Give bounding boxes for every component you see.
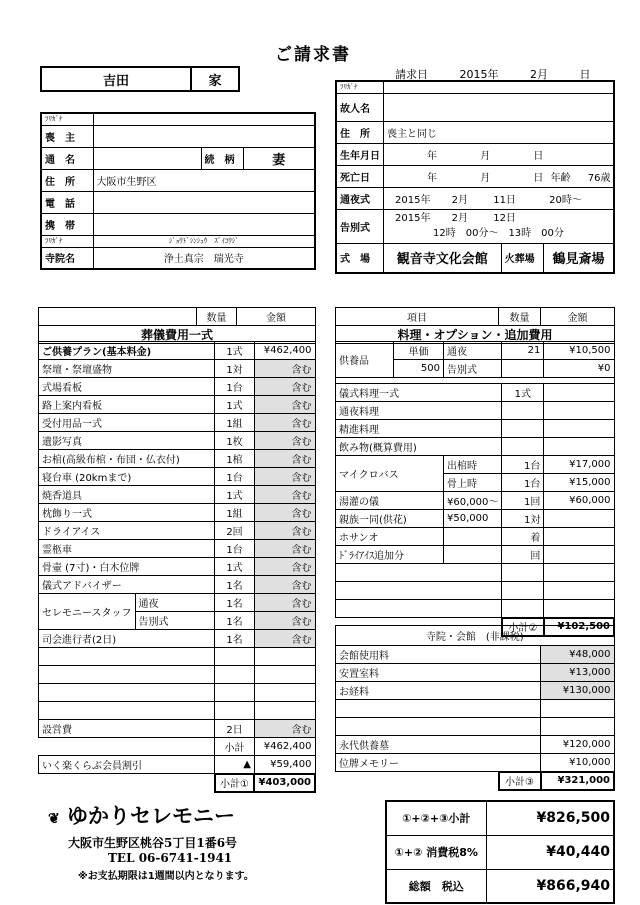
staff-amount: 含む bbox=[254, 612, 315, 630]
age-value: 76歳 bbox=[587, 172, 611, 184]
temple-amount: ¥48,000 bbox=[541, 646, 615, 664]
table-row bbox=[336, 626, 615, 646]
item-amount: 含む bbox=[254, 414, 315, 432]
table-row bbox=[336, 384, 615, 402]
table-row bbox=[39, 378, 316, 396]
item-qty: 1枚 bbox=[215, 432, 255, 450]
table-row bbox=[336, 736, 615, 754]
page-title: ご請求書 bbox=[275, 45, 351, 65]
temple-amount bbox=[541, 700, 615, 718]
furigana-label: ﾌﾘｶﾞﾅ bbox=[41, 113, 93, 125]
item-amount bbox=[544, 438, 614, 456]
item-name: 受付用品一式 bbox=[39, 414, 215, 432]
table-row bbox=[336, 600, 615, 618]
invoice-date-label: 請求日 bbox=[395, 68, 428, 81]
table-row bbox=[39, 468, 316, 486]
section-funeral: 葬儀費用一式 bbox=[39, 326, 316, 344]
item-qty: 1組 bbox=[215, 504, 255, 522]
item-amount: 含む bbox=[254, 450, 315, 468]
table-row bbox=[39, 558, 316, 576]
item-qty: 1式 bbox=[215, 558, 255, 576]
options-cost-table bbox=[335, 307, 615, 344]
item-amount bbox=[544, 384, 614, 402]
header-item: 項目 bbox=[336, 308, 499, 326]
section-temple: 寺院・会館 (非課税) bbox=[336, 626, 615, 646]
item-sub bbox=[444, 528, 502, 546]
table-row bbox=[336, 564, 615, 582]
item-name: 湯灌の儀 bbox=[336, 492, 444, 510]
table-row bbox=[39, 342, 316, 360]
temple-item: 位牌メモリー bbox=[336, 754, 541, 772]
company-block bbox=[48, 800, 254, 882]
table-row bbox=[39, 648, 316, 666]
item-name: 霊柩車 bbox=[39, 540, 215, 558]
item-amount: 含む bbox=[254, 522, 315, 540]
funeral-day: 12日 bbox=[493, 213, 516, 224]
temple-label: 寺院名 bbox=[41, 247, 93, 269]
staff-sub: 通夜 bbox=[135, 594, 215, 612]
totals-table bbox=[385, 800, 615, 904]
item-name: 通夜料理 bbox=[336, 402, 502, 420]
item-qty: 1台 bbox=[215, 540, 255, 558]
item-amount bbox=[544, 510, 614, 528]
deceased-address-label: 住 所 bbox=[336, 121, 384, 143]
wake-day: 11日 bbox=[493, 194, 516, 206]
item-name: 骨壷 (7寸)・白木位牌 bbox=[39, 558, 215, 576]
subtotal-label: 小計 bbox=[215, 738, 255, 756]
item-name: 祭壇・祭壇盛物 bbox=[39, 360, 215, 378]
table-row bbox=[336, 492, 615, 510]
item-name: 儀式アドバイザー bbox=[39, 576, 215, 594]
item-name: ﾄﾞﾗｲｱｲｽ追加分 bbox=[336, 546, 444, 564]
total-label: 総額 税込 bbox=[386, 869, 486, 903]
venue-label: 式 場 bbox=[336, 243, 384, 273]
total-value: ¥866,940 bbox=[486, 869, 614, 903]
item-amount: 含む bbox=[254, 540, 315, 558]
kumotsu-b: 通夜 bbox=[444, 342, 502, 360]
bus-sub: 骨上時 bbox=[444, 474, 502, 492]
item-qty: 1式 bbox=[215, 342, 255, 360]
table-row bbox=[336, 528, 615, 546]
discount-qty: ▲ bbox=[215, 756, 255, 774]
item-name: 儀式料理一式 bbox=[336, 384, 502, 402]
birth-month: 月 bbox=[480, 150, 491, 162]
kumotsu-amount: ¥0 bbox=[544, 360, 614, 378]
table-row bbox=[39, 594, 316, 612]
venue-value: 観音寺文化会館 bbox=[384, 243, 502, 273]
item-qty: 1棺 bbox=[215, 450, 255, 468]
table-row bbox=[336, 438, 615, 456]
item-name: ドライアイス bbox=[39, 522, 215, 540]
table-row bbox=[39, 450, 316, 468]
bus-label: マイクロバス bbox=[336, 456, 444, 492]
subtotal2-label: 小計② bbox=[502, 618, 544, 636]
table-row bbox=[336, 456, 615, 474]
item-name: 飲み物(概算費用) bbox=[336, 438, 502, 456]
options-cost-rows bbox=[335, 341, 615, 637]
zokugara-value: 妻 bbox=[243, 147, 315, 169]
item-sub: ¥60,000～ bbox=[444, 492, 502, 510]
item-amount: 含む bbox=[254, 486, 315, 504]
bus-qty: 1台 bbox=[502, 456, 544, 474]
address-value: 大阪市生野区 bbox=[93, 169, 315, 191]
item-qty: 2回 bbox=[215, 522, 255, 540]
funeral-year: 2015年 bbox=[395, 213, 431, 224]
kumotsu-amount: ¥10,500 bbox=[544, 342, 614, 360]
item-name: ご供養プラン(基本料金) bbox=[39, 342, 215, 360]
death-month: 月 bbox=[480, 172, 491, 184]
table-row bbox=[39, 666, 316, 684]
bus-sub: 出棺時 bbox=[444, 456, 502, 474]
item-qty: 1台 bbox=[215, 378, 255, 396]
item-qty: 1組 bbox=[215, 414, 255, 432]
item-amount: 含む bbox=[254, 432, 315, 450]
funeral-label: 告別式 bbox=[336, 209, 384, 243]
invoice-day: 日 bbox=[579, 68, 591, 81]
item-amount bbox=[544, 402, 614, 420]
item-name: 枕飾り一式 bbox=[39, 504, 215, 522]
temple-item: 永代供養墓 bbox=[336, 736, 541, 754]
zokugara-label: 続 柄 bbox=[201, 147, 243, 169]
header-amount: 金額 bbox=[237, 308, 316, 326]
table-row bbox=[336, 646, 615, 664]
item-name: 遺影写真 bbox=[39, 432, 215, 450]
subtotal2-value: ¥102,500 bbox=[544, 618, 614, 636]
temple-item bbox=[336, 700, 541, 718]
table-row bbox=[336, 718, 615, 736]
item-qty: 1式 bbox=[215, 396, 255, 414]
item-amount bbox=[544, 546, 614, 564]
invoice-year: 2015年 bbox=[459, 68, 499, 81]
subtotal3-label: 小計③ bbox=[499, 772, 541, 790]
deceased-address-value: 喪主と同じ bbox=[384, 121, 615, 143]
family-name: 吉田 bbox=[41, 67, 191, 91]
temple-item bbox=[336, 718, 541, 736]
item-qty: 回 bbox=[502, 546, 544, 564]
temple-value: 浄土真宗 瑞光寺 bbox=[93, 247, 315, 269]
item-amount: 含む bbox=[254, 576, 315, 594]
item-qty: 1名 bbox=[215, 576, 255, 594]
wake-time: 20時～ bbox=[549, 194, 582, 206]
payment-note: ※お支払期限は1週間以内となります。 bbox=[78, 871, 254, 882]
subtotal-value: ¥462,400 bbox=[254, 738, 315, 756]
table-row bbox=[336, 772, 615, 790]
item-name: お棺(高級布棺・布団・仏衣付) bbox=[39, 450, 215, 468]
item-qty: 1回 bbox=[502, 492, 544, 510]
item-amount bbox=[544, 420, 614, 438]
item-amount: 含む bbox=[254, 360, 315, 378]
table-row bbox=[39, 738, 316, 756]
table-row bbox=[336, 510, 615, 528]
item-amount: 含む bbox=[254, 468, 315, 486]
temple-amount: ¥130,000 bbox=[541, 682, 615, 700]
furigana2-label: ﾌﾘｶﾞﾅ bbox=[41, 235, 93, 247]
header-qty-right: 数量 bbox=[499, 308, 541, 326]
funeral-month: 2月 bbox=[451, 213, 469, 224]
temple-furigana: ｼﾞｮｳﾄﾞｼﾝｼｭｳ ｽﾞｲｺｳｼﾞ bbox=[93, 235, 315, 247]
item-qty bbox=[502, 420, 544, 438]
wake-label: 通夜式 bbox=[336, 187, 384, 209]
item-qty bbox=[502, 438, 544, 456]
tax-value: ¥40,440 bbox=[486, 835, 614, 869]
item-name: ホサンオ bbox=[336, 528, 444, 546]
header-amount-right: 金額 bbox=[541, 308, 615, 326]
item-amount: ¥60,000 bbox=[544, 492, 614, 510]
company-name: ゆかりセレモニー bbox=[67, 803, 236, 828]
bus-amount: ¥15,000 bbox=[544, 474, 614, 492]
table-row bbox=[39, 684, 316, 702]
funeral-cost-table bbox=[38, 307, 316, 344]
address-label: 住 所 bbox=[41, 169, 93, 191]
setup-qty: 2日 bbox=[215, 720, 255, 738]
item-amount: 含む bbox=[254, 558, 315, 576]
sum-value: ¥826,500 bbox=[486, 801, 614, 835]
section-options: 料理・オプション・追加費用 bbox=[336, 326, 615, 344]
funeral-time: 12時 00分～ 13時 00分 bbox=[433, 228, 564, 239]
kumotsu-a: 500 bbox=[394, 360, 444, 378]
temple-item: 安置室料 bbox=[336, 664, 541, 682]
item-name: 路上案内看板 bbox=[39, 396, 215, 414]
item-sub: ¥50,000 bbox=[444, 510, 502, 528]
item-qty bbox=[502, 402, 544, 420]
staff-qty: 1名 bbox=[215, 612, 255, 630]
deceased-info-table bbox=[335, 80, 615, 274]
item-name: 親族一同(供花) bbox=[336, 510, 444, 528]
discount-amount: ¥59,400 bbox=[254, 756, 315, 774]
staff-label: セレモニースタッフ bbox=[39, 594, 136, 630]
mourner-info-table bbox=[40, 112, 316, 270]
table-row bbox=[336, 754, 615, 772]
company-tel: TEL 06-6741-1941 bbox=[108, 851, 233, 865]
header-qty: 数量 bbox=[197, 308, 237, 326]
item-name: 寝台車 (20kmまで) bbox=[39, 468, 215, 486]
temple-amount: ¥10,000 bbox=[541, 754, 615, 772]
birth-label: 生年月日 bbox=[336, 143, 384, 165]
item-qty: 1式 bbox=[502, 384, 544, 402]
table-row bbox=[336, 342, 615, 360]
birth-day: 日 bbox=[533, 150, 544, 162]
table-row bbox=[39, 720, 316, 738]
table-row bbox=[39, 486, 316, 504]
temple-item: お経料 bbox=[336, 682, 541, 700]
table-row bbox=[336, 546, 615, 564]
item-qty: 着 bbox=[502, 528, 544, 546]
crem-value: 鶴見斎場 bbox=[543, 243, 614, 273]
item-amount: 含む bbox=[254, 378, 315, 396]
death-year: 年 bbox=[427, 172, 437, 184]
wake-year: 2015年 bbox=[395, 194, 431, 206]
age-label: 年齢 bbox=[550, 172, 571, 184]
emcee-amount: 含む bbox=[254, 630, 315, 648]
table-row bbox=[39, 432, 316, 450]
item-amount: 含む bbox=[254, 396, 315, 414]
kumotsu-b: 告別式 bbox=[444, 360, 502, 378]
item-qty: 1台 bbox=[215, 468, 255, 486]
item-name: 焼香道具 bbox=[39, 486, 215, 504]
item-amount: 含む bbox=[254, 504, 315, 522]
temple-amount: ¥13,000 bbox=[541, 664, 615, 682]
discount-name: いく楽くらぶ会員割引 bbox=[39, 756, 215, 774]
staff-sub: 告別式 bbox=[135, 612, 215, 630]
bus-qty: 1台 bbox=[502, 474, 544, 492]
moshu-label: 喪 主 bbox=[41, 125, 93, 147]
sum-label: ①+②+③小計 bbox=[386, 801, 486, 835]
invoice-month: 2月 bbox=[530, 68, 548, 81]
staff-amount: 含む bbox=[254, 594, 315, 612]
table-row bbox=[39, 504, 316, 522]
item-sub bbox=[444, 546, 502, 564]
subtotal1-value: ¥403,000 bbox=[254, 774, 315, 792]
setup-name: 設営費 bbox=[39, 720, 215, 738]
staff-qty: 1名 bbox=[215, 594, 255, 612]
item-name: 精進料理 bbox=[336, 420, 502, 438]
item-amount bbox=[544, 528, 614, 546]
family-name-box bbox=[40, 66, 240, 92]
table-row bbox=[39, 522, 316, 540]
mobile-label: 携 帯 bbox=[41, 213, 93, 235]
temple-amount bbox=[541, 718, 615, 736]
table-row bbox=[39, 576, 316, 594]
tax-label: ①+② 消費税8% bbox=[386, 835, 486, 869]
kumotsu-label: 供養品 bbox=[336, 342, 394, 378]
item-name: 式場看板 bbox=[39, 378, 215, 396]
table-row bbox=[39, 396, 316, 414]
table-row bbox=[39, 414, 316, 432]
table-row bbox=[39, 630, 316, 648]
emcee-name: 司会進行者(2日) bbox=[39, 630, 215, 648]
table-row bbox=[336, 700, 615, 718]
table-row bbox=[336, 402, 615, 420]
table-row bbox=[39, 540, 316, 558]
death-label: 死亡日 bbox=[336, 165, 384, 187]
crem-label: 火葬場 bbox=[501, 243, 543, 273]
death-day: 日 bbox=[533, 172, 544, 184]
funeral-cost-rows bbox=[38, 341, 316, 793]
table-row bbox=[336, 664, 615, 682]
setup-amount: 含む bbox=[254, 720, 315, 738]
bus-amount: ¥17,000 bbox=[544, 456, 614, 474]
item-qty: 1対 bbox=[215, 360, 255, 378]
table-row bbox=[336, 582, 615, 600]
phone-label: 電 話 bbox=[41, 191, 93, 213]
family-suffix: 家 bbox=[191, 67, 239, 91]
temple-amount: ¥120,000 bbox=[541, 736, 615, 754]
table-row bbox=[39, 756, 316, 774]
birth-year: 年 bbox=[427, 150, 437, 162]
deceased-label: 故人名 bbox=[336, 93, 384, 121]
item-amount: ¥462,400 bbox=[254, 342, 315, 360]
furigana-label-right: ﾌﾘｶﾞﾅ bbox=[336, 81, 384, 93]
tsumei-label: 通 名 bbox=[41, 147, 93, 169]
temple-cost-table bbox=[335, 625, 615, 791]
table-row bbox=[39, 360, 316, 378]
item-qty: 1式 bbox=[215, 486, 255, 504]
kumotsu-a: 単価 bbox=[394, 342, 444, 360]
item-qty: 1対 bbox=[502, 510, 544, 528]
wake-month: 2月 bbox=[451, 194, 469, 206]
subtotal3-value: ¥321,000 bbox=[541, 772, 615, 790]
leaf-icon: ❦ bbox=[48, 811, 60, 827]
table-row bbox=[336, 420, 615, 438]
temple-item: 会館使用料 bbox=[336, 646, 541, 664]
kumotsu-qty: 21 bbox=[502, 342, 544, 360]
table-row bbox=[39, 774, 316, 792]
emcee-qty: 1名 bbox=[215, 630, 255, 648]
table-row bbox=[336, 682, 615, 700]
company-address: 大阪市生野区桃谷5丁目1番6号 bbox=[68, 836, 238, 850]
table-row bbox=[39, 702, 316, 720]
subtotal1-label: 小計① bbox=[215, 774, 255, 792]
kumotsu-qty bbox=[502, 360, 544, 378]
